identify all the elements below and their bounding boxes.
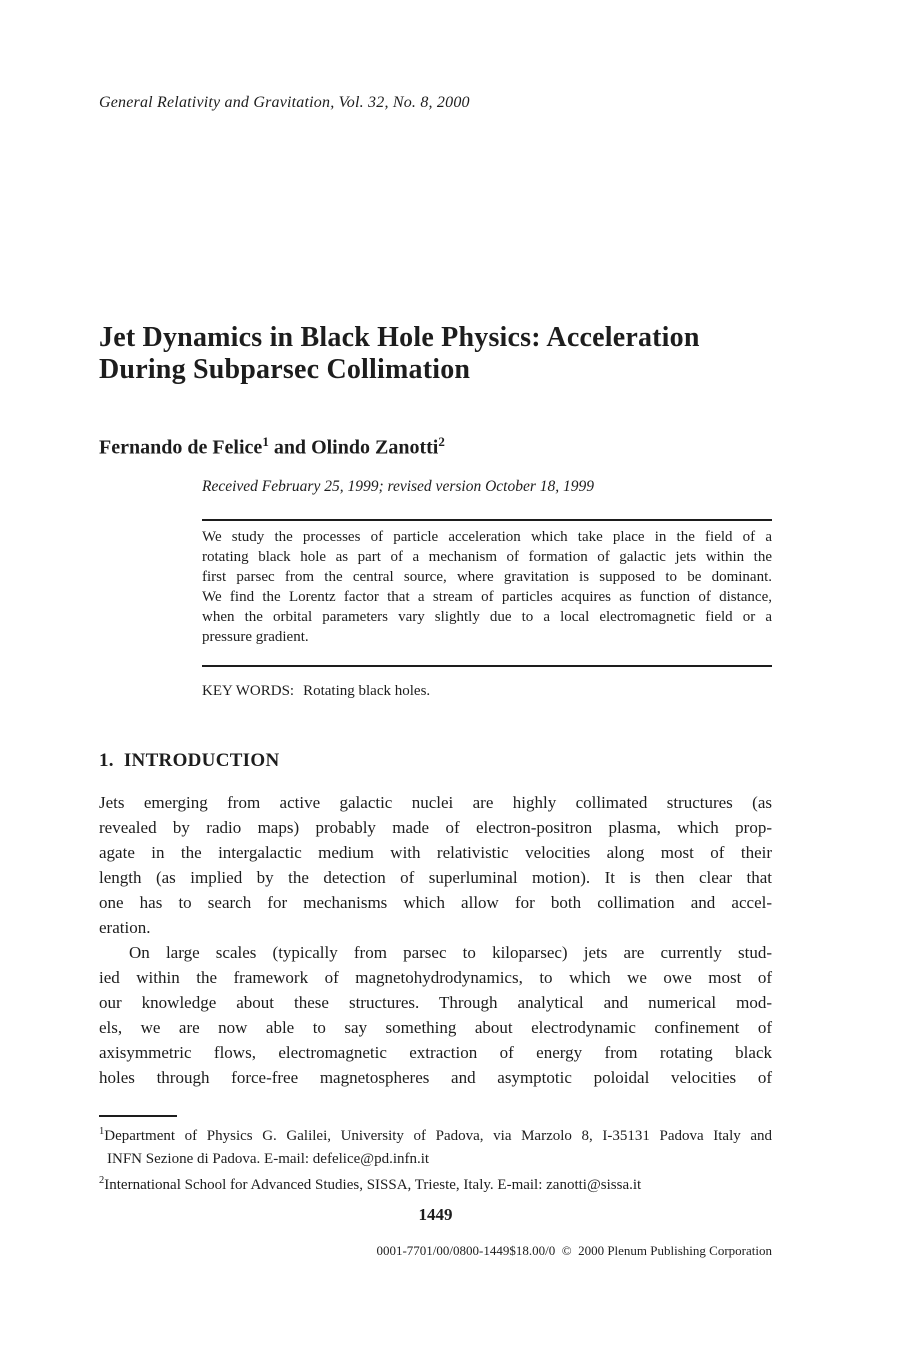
paragraph xyxy=(99,790,772,940)
footnotes xyxy=(99,1121,772,1197)
copyright-line: 0001-7701/00/0800-1449$18.00/0 © 2000 Plenum Publishing Corporation xyxy=(376,1243,772,1258)
abstract-line: rotating black hole as part of a mechanism of formation of galactic jets within the xyxy=(202,549,772,565)
author-footnote-marker-1: 1 xyxy=(262,434,269,449)
footnote xyxy=(99,1170,772,1197)
keywords-value: Rotating black holes. xyxy=(303,683,431,699)
keywords-line xyxy=(202,683,772,700)
paper-title: Jet Dynamics in Black Hole Physics: Acceleration During Subparsec Collimation xyxy=(99,322,700,385)
paragraph-line: els, we are now able to say something about electrodynamic confinement of xyxy=(99,1018,772,1037)
authors-separator: and xyxy=(268,436,312,459)
abstract-text xyxy=(202,527,772,647)
abstract-line: when the orbital parameters vary slightly due to a local electromagnetic field or a xyxy=(202,609,772,625)
footnote-line: INFN Sezione di Padova. E-mail: defelice@pd.infn.it xyxy=(107,1150,430,1167)
abstract-line: We find the Lorentz factor that a stream of particles acquires as function of distance, xyxy=(202,589,772,605)
paragraph-line: axisymmetric flows, electromagnetic extraction of energy from rotating black xyxy=(99,1043,772,1062)
authors-line xyxy=(99,434,791,460)
footnote-marker: 1 xyxy=(99,1126,105,1137)
paragraph-line: our knowledge about these structures. Through analytical and numerical mod- xyxy=(99,993,772,1012)
abstract-line: first parsec from the central source, where gravitation is supposed to be dominant. xyxy=(202,569,772,585)
abstract-line: We study the processes of particle acceleration which take place in the field of a xyxy=(202,529,772,545)
footnote xyxy=(99,1121,772,1170)
footnote-rule xyxy=(99,1115,177,1117)
paragraph-line: ied within the framework of magnetohydrodynamics, to which we owe most of xyxy=(99,968,772,987)
paragraph-line: On large scales (typically from parsec to kiloparsec) jets are currently stud- xyxy=(129,943,772,962)
author-name-1: Fernando de Felice xyxy=(99,436,263,459)
section-title: INTRODUCTION xyxy=(123,750,280,771)
author-footnote-marker-2: 2 xyxy=(438,434,445,449)
footnote-text: International School for Advanced Studies, SISSA, Trieste, Italy. E-mail: zanotti@sissa.it xyxy=(104,1177,642,1193)
keywords-label: KEY WORDS: xyxy=(202,683,295,699)
abstract-line: pressure gradient. xyxy=(202,629,309,645)
paragraph-line: holes through force-free magnetospheres and asymptotic poloidal velocities of xyxy=(99,1068,772,1087)
footnote-text: Department of Physics G. Galilei, University of Padova, via Marzolo 8, I-35131 Padova Italy and xyxy=(104,1128,772,1144)
footnote-line xyxy=(99,1170,772,1197)
footnote-line xyxy=(99,1121,772,1148)
paragraph-line: Jets emerging from active galactic nuclei are highly collimated structures (as xyxy=(99,793,772,812)
abstract-bottom-rule xyxy=(202,665,772,667)
page-number: 1449 xyxy=(418,1205,453,1224)
footnote-marker: 2 xyxy=(99,1175,105,1186)
paragraph-line: revealed by radio maps) probably made of electron-positron plasma, which prop- xyxy=(99,818,772,837)
paragraph-line: length (as implied by the detection of superluminal motion). It is then clear that xyxy=(99,868,772,887)
paragraph-line: eration. xyxy=(99,918,151,937)
body-text xyxy=(99,790,772,1090)
paragraph xyxy=(99,940,772,1090)
section-number: 1. xyxy=(99,750,114,771)
paragraph-line: agate in the intergalactic medium with relativistic velocities along most of their xyxy=(99,843,772,862)
journal-header: General Relativity and Gravitation, Vol. 32, No. 8, 2000 xyxy=(99,94,470,111)
author-name-2: Olindo Zanotti xyxy=(311,436,439,459)
abstract-top-rule xyxy=(202,519,772,521)
paragraph-line: one has to search for mechanisms which allow for both collimation and accel- xyxy=(99,893,772,912)
received-line: Received February 25, 1999; revised version October 18, 1999 xyxy=(202,478,594,495)
section-heading xyxy=(99,750,772,772)
